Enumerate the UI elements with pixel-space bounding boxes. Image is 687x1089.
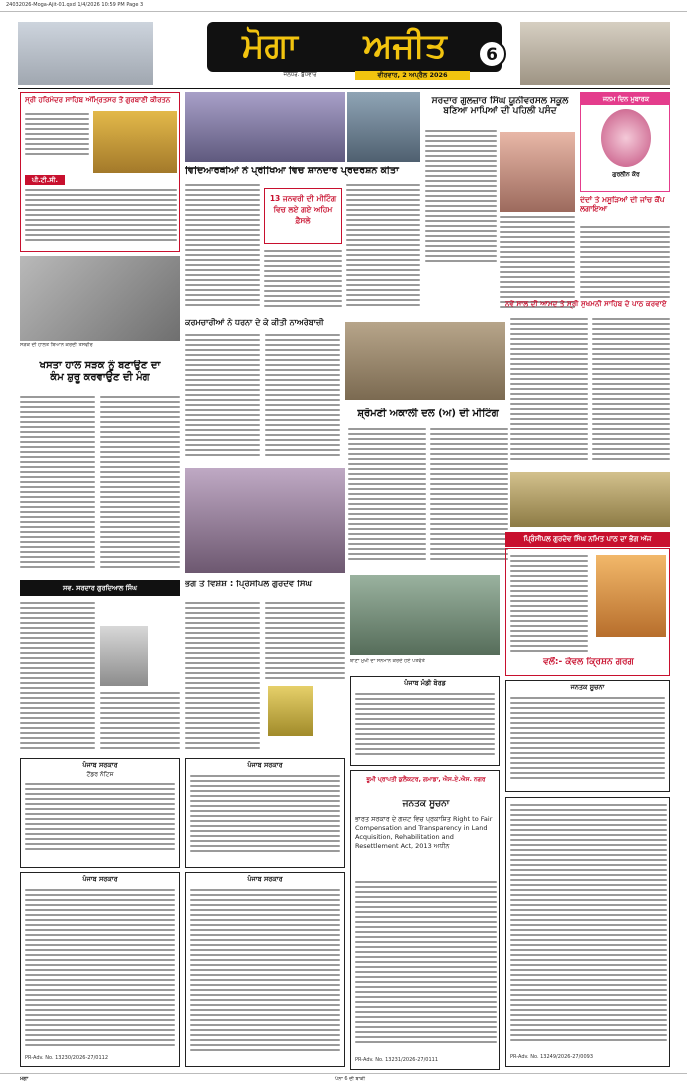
govt-ad-center-title: ਪੰਜਾਬ ਸਰਕਾਰ	[247, 875, 283, 883]
tribute-left-portrait	[100, 626, 148, 686]
road-headline	[20, 360, 180, 390]
road-text-col2	[100, 396, 180, 576]
bhog-portrait	[596, 555, 666, 637]
school-headline-1: ਸਰਦਾਰ ਗੁਲਜ਼ਾਰ ਸਿੰਘ ਯੂਨੀਵਰਸਲ ਸਕੂਲ	[431, 96, 569, 106]
kirtan-text	[25, 113, 89, 173]
highlight-box: 13 ਜਨਵਰੀ ਦੀ ਮੀਟਿੰਗ ਵਿਚ ਲਏ ਗਏ ਅਹਿਮ ਫ਼ੈਸਲੇ	[264, 188, 342, 244]
bhog-box	[505, 548, 670, 676]
protest-text-col2	[265, 334, 340, 464]
mandi-tender-body	[510, 804, 667, 1044]
road-photo	[20, 256, 180, 341]
tribute-left-text1	[20, 602, 95, 752]
govt-ad-left	[20, 872, 180, 1067]
land-ad-text: ਭਾਰਤ ਸਰਕਾਰ ਦੇ ਗਜ਼ਟ ਵਿਚ ਪ੍ਰਕਾਸ਼ਿਤ Right to Fair Compensation and Transparency in Land Acquisition, Rehabilitation and Resettlement Act, 2013 ਅਧੀਨ	[355, 815, 493, 850]
masthead-rule	[18, 88, 670, 89]
footer-sep: ਪੰਨਾ 6 ਦੀ ਬਾਕੀ	[334, 1076, 365, 1082]
road-text-col1	[20, 396, 95, 576]
tribute-right-portrait	[268, 686, 313, 736]
land-ad-title: ਜਨਤਕ ਸੂਚਨਾ	[402, 799, 450, 809]
tribute-left-headline: ਸਵ. ਸਰਦਾਰ ਗੁਰਦਿਆਲ ਸਿੰਘ	[20, 580, 180, 596]
land-ad-body	[355, 881, 497, 1051]
footer-label: ਮੋਗਾ	[20, 1076, 29, 1082]
tender-ad-1-sub: ਟੈਂਡਰ ਨੋਟਿਸ	[86, 771, 114, 778]
tender-ad-1	[20, 758, 180, 868]
masthead-date: ਵੀਰਵਾਰ, 2 ਅਪ੍ਰੈਲ 2026	[355, 71, 470, 80]
govt-ad-left-body	[25, 889, 175, 1049]
protest-text-col1	[185, 334, 260, 464]
masthead-paper: ਅਜੀਤ	[363, 26, 447, 66]
school-text-col1	[425, 130, 497, 270]
land-ad-adv-no: PR-Adv. No. 13231/2026-27/0111	[355, 1057, 439, 1063]
bottom-rule	[0, 1073, 687, 1074]
students-text-col1	[185, 184, 260, 314]
notice-right-ad	[505, 680, 670, 792]
path-text-col2	[592, 318, 670, 468]
tribute-right-text1	[185, 602, 260, 752]
notice-right-text	[510, 697, 665, 787]
tribute-right-text2	[265, 602, 345, 682]
notice-right-title: ਜਨਤਕ ਸੂਚਨਾ	[570, 683, 605, 691]
masthead-right-photo	[520, 22, 670, 85]
birthday-headline: ਜਨਮ ਦਿਨ ਮੁਬਾਰਕ	[581, 93, 670, 105]
land-acquisition-ad	[350, 770, 500, 1070]
top-rule	[0, 11, 687, 12]
tender-ad-1-table	[25, 783, 175, 855]
tribute-right-headline: ਭੋਗ ਤੇ ਵਿਸ਼ੇਸ਼ : ਪ੍ਰਿੰਸੀਪਲ ਗੁਰਦੇਵ ਸਿੰਘ	[185, 580, 312, 589]
masthead-left-photo	[18, 22, 153, 85]
meeting-text-col1	[348, 428, 426, 568]
masthead-city: ਮੋਗਾ	[242, 26, 298, 66]
health-headline: ਦੰਦਾਂ ਤੇ ਮਸੂੜਿਆਂ ਦੀ ਜਾਂਚ ਕੈਂਪ ਲਗਾਇਆ	[580, 196, 665, 213]
award-photo	[185, 468, 345, 573]
govt-ad-left-title: ਪੰਜਾਬ ਸਰਕਾਰ	[82, 875, 118, 883]
birthday-name: ਗੁਰਲੀਨ ਕੌਰ	[612, 171, 640, 178]
health-text	[580, 226, 670, 306]
school-headline-2: ਬਣਿਆ ਮਾਪਿਆਂ ਦੀ ਪਹਿਲੀ ਪਸੰਦ	[443, 106, 557, 117]
students-photo	[185, 92, 345, 162]
mandi-tender-adv-no: PR-Adv. No. 13249/2026-27/0093	[510, 1054, 594, 1060]
masthead-edition: ਜਲੰਧਰ. ਬੁੱਧਵਾਰ	[283, 72, 317, 78]
kirtan-schedule	[25, 189, 177, 249]
print-slug: 24032026-Moga-Ajit-01.qxd 1/4/2026 10:59 PM Page 3	[6, 2, 144, 8]
road-headline-2: ਕੰਮ ਸ਼ੁਰੂ ਕਰਵਾਉਣ ਦੀ ਮੰਗ	[50, 371, 150, 383]
path-photo	[510, 472, 670, 527]
govt-ad-left-adv-no: PR-Adv. No. 13230/2026-27/0112	[25, 1055, 109, 1061]
meeting-photo	[345, 322, 505, 400]
mandi-tender-ad	[505, 797, 670, 1067]
police-caption: ਥਾਣਾ ਮੁਖੀ ਦਾ ਸਨਮਾਨ ਕਰਦੇ ਹੋਏ ਪਤਵੰਤੇ	[350, 658, 425, 664]
protest-headline: ਕਰਮਚਾਰੀਆਂ ਨੇ ਧਰਨਾ ਦੇ ਕੇ ਕੀਤੀ ਨਾਅਰੇਬਾਜ਼ੀ	[185, 318, 324, 327]
land-ad-head: ਭੂਮੀ ਪ੍ਰਾਪਤੀ ਕੁਲੈਕਟਰ, ਗਮਾਡਾ, ਐਸ.ਏ.ਐਸ. ਨਗਰ	[366, 776, 486, 783]
mandi-board-text	[355, 693, 495, 763]
students-headline: ਵਿਦਿਆਰਥੀਆਂ ਨੇ ਪ੍ਰੀਖਿਆ ਵਿਚ ਸ਼ਾਨਦਾਰ ਪ੍ਰਦਰਸ਼ਨ ਕੀਤਾ	[185, 166, 399, 176]
bhog-headline: ਪ੍ਰਿੰਸੀਪਲ ਗੁਰਦੇਵ ਸਿੰਘ ਨਮਿਤ ਪਾਠ ਦਾ ਭੋਗ ਅੱਜ	[505, 532, 670, 547]
bhog-from: ਵਲੋਂ:- ਕੇਵਲ ਕ੍ਰਿਸ਼ਨ ਗਰਗ	[543, 657, 634, 667]
kirtan-box	[20, 92, 180, 252]
students-text-col3	[346, 184, 420, 314]
path-headline: ਨਵੇਂ ਸਾਲ ਦੀ ਆਮਦ ਤੇ ਸ੍ਰੀ ਸੁਖਮਨੀ ਸਾਹਿਬ ਦੇ ਪਾਠ ਕਰਵਾਏ	[505, 300, 667, 308]
tribute-left-text2	[100, 692, 180, 752]
mandi-board-title: ਪੰਜਾਬ ਮੰਡੀ ਬੋਰਡ	[404, 679, 446, 687]
road-caption: ਸੜਕ ਦੀ ਹਾਲਤ ਬਿਆਨ ਕਰਦੀ ਤਸਵੀਰ	[20, 342, 93, 348]
school-headline	[425, 96, 575, 126]
meeting-text-col2	[430, 428, 508, 568]
protest-photo	[347, 92, 420, 162]
kirtan-headline: ਸ੍ਰੀ ਹਰਿਮੰਦਰ ਸਾਹਿਬ ਅੰਮ੍ਰਿਤਸਰ ਤੋਂ ਗੁਰਬਾਣੀ ਕੀਰਤਨ	[25, 96, 171, 104]
path-text-col1	[510, 318, 588, 468]
meeting-headline: ਸ਼੍ਰੋਮਣੀ ਅਕਾਲੀ ਦਲ (ਅ) ਦੀ ਮੀਟਿੰਗ	[357, 408, 499, 419]
golden-temple-photo	[93, 111, 177, 173]
tender-ad-1-title: ਪੰਜਾਬ ਸਰਕਾਰ	[82, 761, 118, 769]
govt-ad-center	[185, 872, 345, 1067]
page-number: 6	[478, 40, 506, 68]
govt-ad-center-body	[190, 889, 340, 1059]
birthday-box	[580, 92, 670, 192]
bhog-text	[510, 555, 588, 655]
birthday-photo	[601, 109, 651, 167]
tender-ad-2-title: ਪੰਜਾਬ ਸਰਕਾਰ	[247, 761, 283, 769]
tender-ad-2-table	[190, 775, 340, 861]
students-text-col2	[264, 250, 342, 314]
ptc-tag: ਪੀ.ਟੀ.ਸੀ.	[25, 175, 65, 185]
mandi-board-ad	[350, 676, 500, 766]
road-headline-1: ਖਸਤਾ ਹਾਲ ਸੜਕ ਨੂੰ ਬਣਾਉਣ ਦਾ	[39, 360, 161, 371]
police-photo	[350, 575, 500, 655]
tender-ad-2	[185, 758, 345, 868]
school-photo	[500, 132, 575, 212]
